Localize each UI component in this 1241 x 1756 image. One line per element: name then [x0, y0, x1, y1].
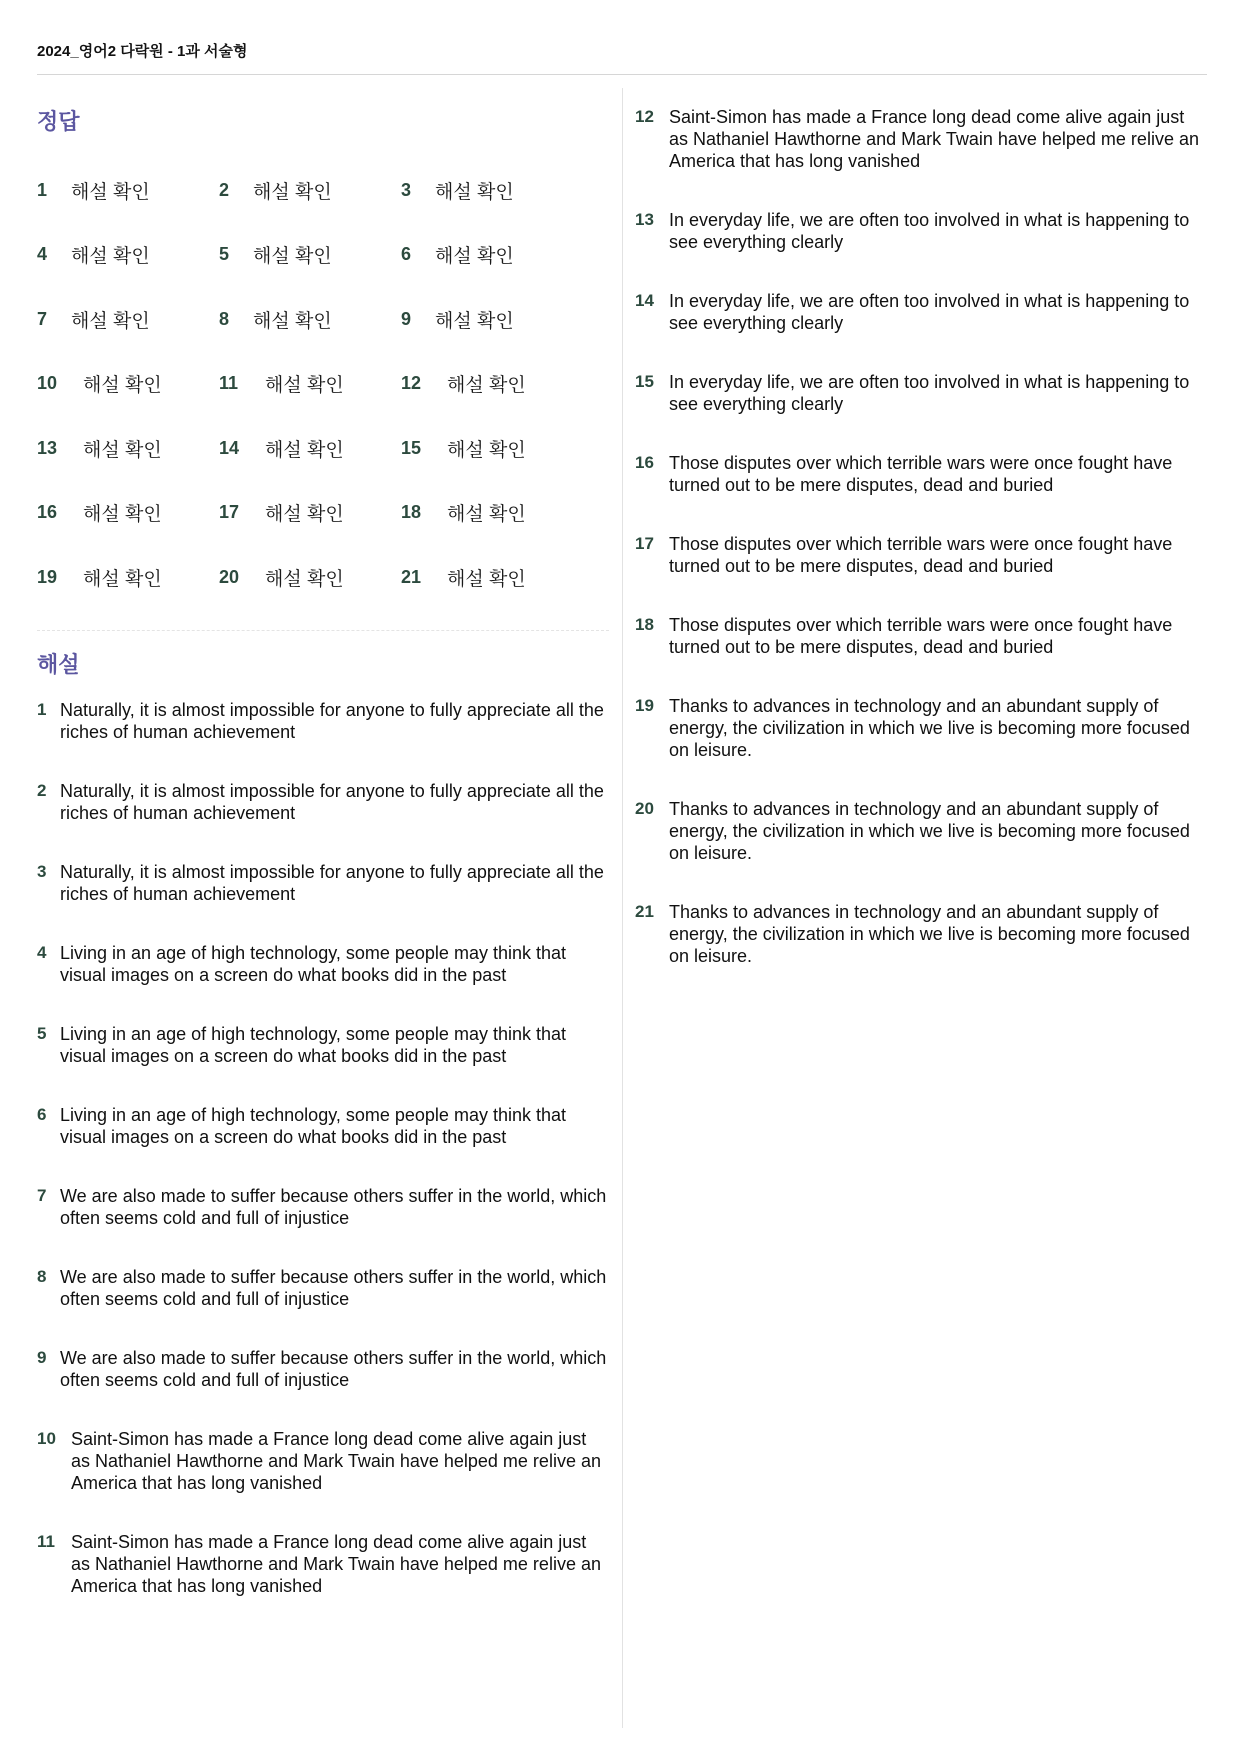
answer-item — [219, 545, 401, 610]
explanation-text: We are also made to suffer because others suffer in the world, which often seems cold and full of injustice — [60, 1185, 607, 1228]
answer-number: 13 — [37, 437, 58, 458]
answer-number: 19 — [37, 566, 58, 587]
explanation-item — [635, 614, 1207, 658]
answer-text: 해설 확인 — [253, 246, 332, 268]
explanation-item — [37, 1347, 609, 1391]
answer-item — [401, 416, 583, 481]
answer-text: 해설 확인 — [447, 439, 526, 461]
explanation-item — [37, 942, 609, 986]
right-column — [635, 106, 1207, 1004]
explanation-item — [37, 1428, 609, 1494]
explanation-text: Naturally, it is almost impossible for anyone to fully appreciate all the riches of human achievement — [60, 699, 604, 742]
explanations-heading: 해설 — [37, 651, 80, 677]
answer-item — [219, 158, 401, 223]
explanation-number: 16 — [635, 453, 654, 472]
explanation-item — [37, 861, 609, 905]
explanation-number: 14 — [635, 291, 654, 310]
explanation-item — [635, 106, 1207, 172]
answer-text: 해설 확인 — [265, 568, 344, 590]
explanation-text: We are also made to suffer because others suffer in the world, which often seems cold and full of injustice — [60, 1347, 607, 1390]
left-column — [37, 106, 609, 1634]
answer-number: 4 — [37, 244, 48, 265]
explanation-number: 2 — [37, 780, 47, 800]
explanation-number: 4 — [37, 942, 47, 962]
answer-number: 14 — [219, 437, 240, 458]
explanation-number: 13 — [635, 210, 654, 229]
explanation-number: 3 — [37, 861, 47, 881]
explanation-item — [635, 209, 1207, 253]
answer-number: 18 — [401, 502, 422, 523]
answer-item — [401, 481, 583, 546]
answer-item — [37, 158, 219, 223]
explanation-item — [37, 1531, 609, 1597]
header-divider — [37, 74, 1207, 75]
answer-item — [37, 545, 219, 610]
explanation-number: 17 — [635, 534, 654, 553]
explanation-text: Naturally, it is almost impossible for anyone to fully appreciate all the riches of human achievement — [60, 780, 604, 823]
explanation-number: 12 — [635, 107, 654, 126]
column-divider — [622, 88, 623, 1728]
explanation-text: Those disputes over which terrible wars were once fought have turned out to be mere disputes, dead and buried — [669, 453, 1173, 495]
answer-number: 16 — [37, 502, 58, 523]
answer-item — [219, 481, 401, 546]
explanation-number: 20 — [635, 799, 654, 818]
answer-item — [401, 545, 583, 610]
explanation-item — [635, 371, 1207, 415]
explanation-text: Living in an age of high technology, some people may think that visual images on a screen do what books did in the past — [60, 942, 566, 985]
answers-heading: 정답 — [37, 109, 80, 134]
answer-item — [219, 416, 401, 481]
answer-item — [401, 158, 583, 223]
answer-text: 해설 확인 — [253, 310, 332, 332]
answer-number: 11 — [219, 373, 239, 394]
answer-item — [219, 287, 401, 352]
explanation-number: 1 — [37, 699, 47, 719]
explanation-item — [37, 1104, 609, 1148]
answer-text: 해설 확인 — [265, 375, 344, 397]
explanation-item — [37, 780, 609, 824]
explanation-item — [635, 695, 1207, 761]
answer-text: 해설 확인 — [71, 246, 150, 268]
answer-text: 해설 확인 — [447, 375, 526, 397]
explanation-text: Saint-Simon has made a France long dead come alive again just as Nathaniel Hawthorne and Mark Twain have helped me relive an America that has long vanished — [71, 1531, 601, 1596]
answer-text: 해설 확인 — [435, 181, 514, 203]
answer-grid — [37, 158, 609, 610]
explanation-text: Naturally, it is almost impossible for anyone to fully appreciate all the riches of human achievement — [60, 861, 604, 904]
explanation-item — [37, 1185, 609, 1229]
answer-item — [37, 481, 219, 546]
explanation-number: 19 — [635, 696, 654, 715]
answer-text: 해설 확인 — [435, 246, 514, 268]
answer-text: 해설 확인 — [83, 568, 162, 590]
answer-number: 3 — [401, 179, 412, 200]
explanation-text: In everyday life, we are often too involved in what is happening to see everything clearly — [669, 210, 1190, 252]
explanation-text: Those disputes over which terrible wars were once fought have turned out to be mere disputes, dead and buried — [669, 534, 1173, 576]
explanation-item — [635, 452, 1207, 496]
explanation-number: 8 — [37, 1266, 47, 1286]
answer-number: 1 — [37, 179, 48, 200]
explanation-text: Living in an age of high technology, some people may think that visual images on a screen do what books did in the past — [60, 1104, 566, 1147]
answer-item — [401, 352, 583, 417]
answer-number: 9 — [401, 308, 412, 329]
answer-text: 해설 확인 — [265, 439, 344, 461]
answer-text: 해설 확인 — [435, 310, 514, 332]
answer-item — [219, 352, 401, 417]
explanation-item — [635, 798, 1207, 864]
answer-text: 해설 확인 — [71, 310, 150, 332]
explanation-text: We are also made to suffer because others suffer in the world, which often seems cold and full of injustice — [60, 1266, 607, 1309]
explanation-text: Thanks to advances in technology and an abundant supply of energy, the civilization in which we live is becoming more focused on leisure. — [669, 902, 1190, 966]
answer-number: 21 — [401, 566, 422, 587]
answer-item — [37, 352, 219, 417]
explanation-list-left — [37, 699, 609, 1597]
explanation-number: 21 — [635, 902, 654, 921]
explanation-text: Living in an age of high technology, some people may think that visual images on a screen do what books did in the past — [60, 1023, 566, 1066]
answer-text: 해설 확인 — [83, 439, 162, 461]
answer-number: 15 — [401, 437, 422, 458]
explanation-number: 15 — [635, 372, 654, 391]
answer-text: 해설 확인 — [83, 504, 162, 526]
answer-number: 6 — [401, 244, 412, 265]
explanation-item — [37, 699, 609, 743]
explanation-text: In everyday life, we are often too involved in what is happening to see everything clearly — [669, 372, 1190, 414]
answer-item — [401, 287, 583, 352]
answer-item — [401, 223, 583, 288]
answer-number: 5 — [219, 244, 230, 265]
explanation-item — [37, 1023, 609, 1067]
explanation-number: 7 — [37, 1185, 47, 1205]
explanation-text: Saint-Simon has made a France long dead come alive again just as Nathaniel Hawthorne and Mark Twain have helped me relive an America that has long vanished — [71, 1428, 601, 1493]
explanation-number: 10 — [37, 1428, 56, 1448]
answer-text: 해설 확인 — [265, 504, 344, 526]
explanation-number: 9 — [37, 1347, 47, 1367]
answer-item — [37, 287, 219, 352]
answer-item — [37, 223, 219, 288]
explanation-item — [37, 1266, 609, 1310]
answer-number: 10 — [37, 373, 58, 394]
explanation-text: Thanks to advances in technology and an abundant supply of energy, the civilization in which we live is becoming more focused on leisure. — [669, 696, 1190, 760]
explanation-number: 6 — [37, 1104, 47, 1124]
document-title: 2024_영어2 다락원 - 1과 서술형 — [37, 43, 248, 60]
answer-text: 해설 확인 — [447, 568, 526, 590]
answer-text: 해설 확인 — [253, 181, 332, 203]
answer-number: 20 — [219, 566, 240, 587]
answer-text: 해설 확인 — [447, 504, 526, 526]
answer-number: 17 — [219, 502, 240, 523]
explanation-item — [635, 901, 1207, 967]
explanation-text: In everyday life, we are often too involved in what is happening to see everything clearly — [669, 291, 1190, 333]
answer-item — [37, 416, 219, 481]
explanation-item — [635, 290, 1207, 334]
answer-number: 12 — [401, 373, 422, 394]
section-divider — [37, 630, 609, 631]
answer-number: 2 — [219, 179, 230, 200]
explanation-text: Saint-Simon has made a France long dead come alive again just as Nathaniel Hawthorne and Mark Twain have helped me relive an America that has long vanished — [669, 107, 1199, 171]
explanation-list-right — [635, 106, 1207, 967]
answer-item — [219, 223, 401, 288]
explanation-text: Thanks to advances in technology and an abundant supply of energy, the civilization in which we live is becoming more focused on leisure. — [669, 799, 1190, 863]
answer-text: 해설 확인 — [83, 375, 162, 397]
explanation-number: 5 — [37, 1023, 47, 1043]
explanation-item — [635, 533, 1207, 577]
answer-number: 7 — [37, 308, 48, 329]
explanation-number: 11 — [37, 1531, 55, 1551]
explanation-text: Those disputes over which terrible wars were once fought have turned out to be mere disputes, dead and buried — [669, 615, 1173, 657]
answer-number: 8 — [219, 308, 230, 329]
explanation-number: 18 — [635, 615, 654, 634]
answer-text: 해설 확인 — [71, 181, 150, 203]
